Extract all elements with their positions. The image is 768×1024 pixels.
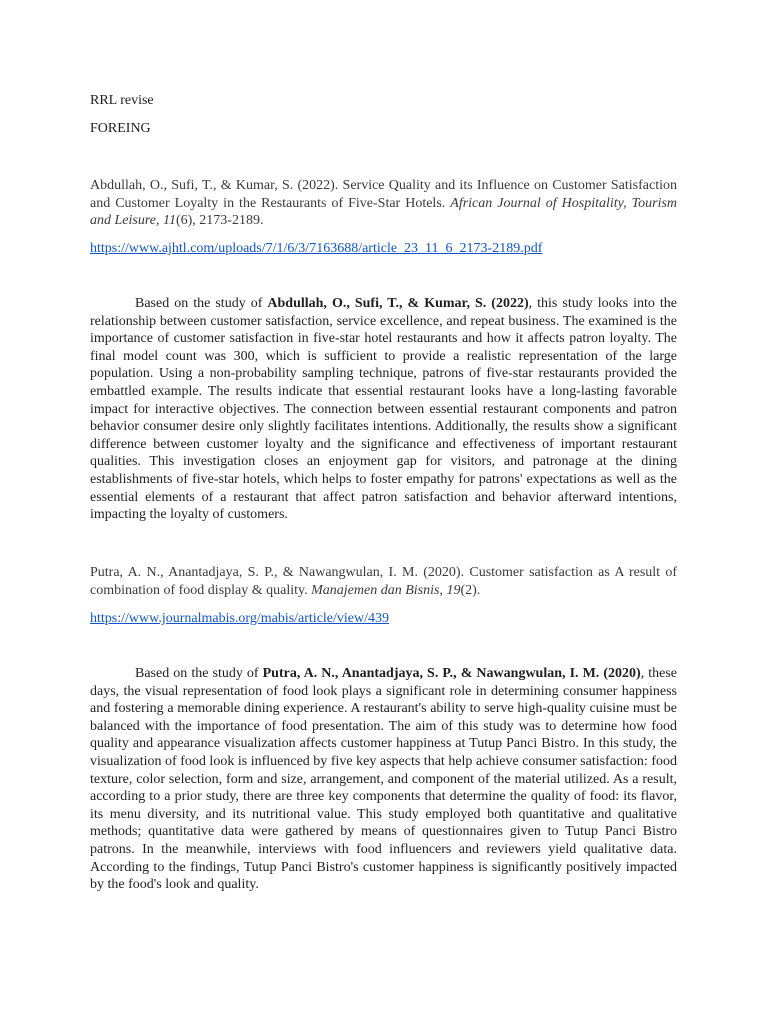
- summary-intro: Based on the study of: [135, 666, 263, 681]
- summary-body: , this study looks into the relationship between customer satisfaction, service excellence, and repeat business. The examined is the importance of customer satisfaction in five-star hotel restaurants and how it affects patron loyalty. The final model count was 300, which is sufficient to provide a realistic representation of the large population. Using a non-probability sampling technique, patrons of five-star restaurants provided the embattled example. The results indicate that essential restaurant looks have a long-lasting favorable impact for interactive objectives. The connection between essential restaurant components and patron behavior consumer desire only slightly facilitates intentions. Additionally, the results show a significant difference between customer loyalty and the significance and effectiveness of important restaurant qualities. This investigation closes an enjoyment gap for visitors, and patronage at the dining establishments of five-star hotels, which helps to foster empathy for patrons' expectations as well as the essential elements of a restaurant that affect patron satisfaction and behavior afterward intentions, impacting the loyalty of customers.: [90, 296, 677, 523]
- reference-separator: ,: [439, 582, 447, 598]
- document-heading: RRL revise: [90, 93, 154, 108]
- reference-journal: Manajemen dan Bisnis: [311, 582, 440, 598]
- reference-link-2[interactable]: https://www.journalmabis.org/mabis/article/view/439: [90, 611, 390, 626]
- reference-volume: 11: [162, 213, 176, 229]
- reference-issue-pages: (2).: [460, 582, 481, 598]
- reference-citation-1: [90, 177, 677, 230]
- reference-journal: African Journal of Hospitality, Tourism and Leisure: [90, 195, 678, 229]
- summary-paragraph-2: [90, 665, 677, 894]
- summary-author-citation: Abdullah, O., Sufi, T., & Kumar, S. (2022): [267, 296, 529, 311]
- summary-paragraph-1: [90, 295, 677, 524]
- summary-body: , these days, the visual representation of food look plays a significant role in determining consumer happiness and fostering a memorable dining experience. A restaurant's ability to serve high-quality cuisine must be balanced with the importance of food presentation. The aim of this study was to determine how food quality and appearance visualization affects customer happiness at Tutup Panci Bistro. In this study, the visualization of food look is influenced by five key aspects that help achieve consumer satisfaction: food texture, color selection, form and size, arrangement, and component of the material utilized. As a result, according to a prior study, there are three key components that determine the quality of food: its flavor, its menu diversity, and its nutritional value. This study employed both quantitative and qualitative methods; quantitative data were gathered by means of questionnaires given to Tutup Panci Bistro patrons. In the meanwhile, interviews with food influencers and reviewers yield qualitative data. According to the findings, Tutup Panci Bistro's customer happiness is significantly positively impacted by the food's look and quality.: [90, 666, 678, 893]
- summary-author-citation: Putra, A. N., Anantadjaya, S. P., & Nawangwulan, I. M. (2020): [262, 666, 641, 681]
- reference-volume: 19: [446, 582, 461, 598]
- reference-issue-pages: (6), 2173-2189.: [175, 213, 264, 229]
- reference-authors-title: Abdullah, O., Sufi, T., & Kumar, S. (2022). Service Quality and its Influence on Customer Satisfaction and Customer Loyalty in the Restaurants of Five-Star Hotels.: [90, 178, 677, 211]
- reference-authors-title: Putra, A. N., Anantadjaya, S. P., & Nawangwulan, I. M. (2020). Customer satisfaction as A result of combination of food display & quality.: [90, 565, 677, 598]
- reference-separator: ,: [155, 213, 163, 229]
- document-subheading: FOREING: [90, 121, 151, 136]
- summary-intro: Based on the study of: [135, 296, 268, 311]
- reference-citation-2: [90, 564, 677, 599]
- reference-link-1[interactable]: https://www.ajhtl.com/uploads/7/1/6/3/7163688/article_23_11_6_2173-2189.pdf: [90, 241, 543, 256]
